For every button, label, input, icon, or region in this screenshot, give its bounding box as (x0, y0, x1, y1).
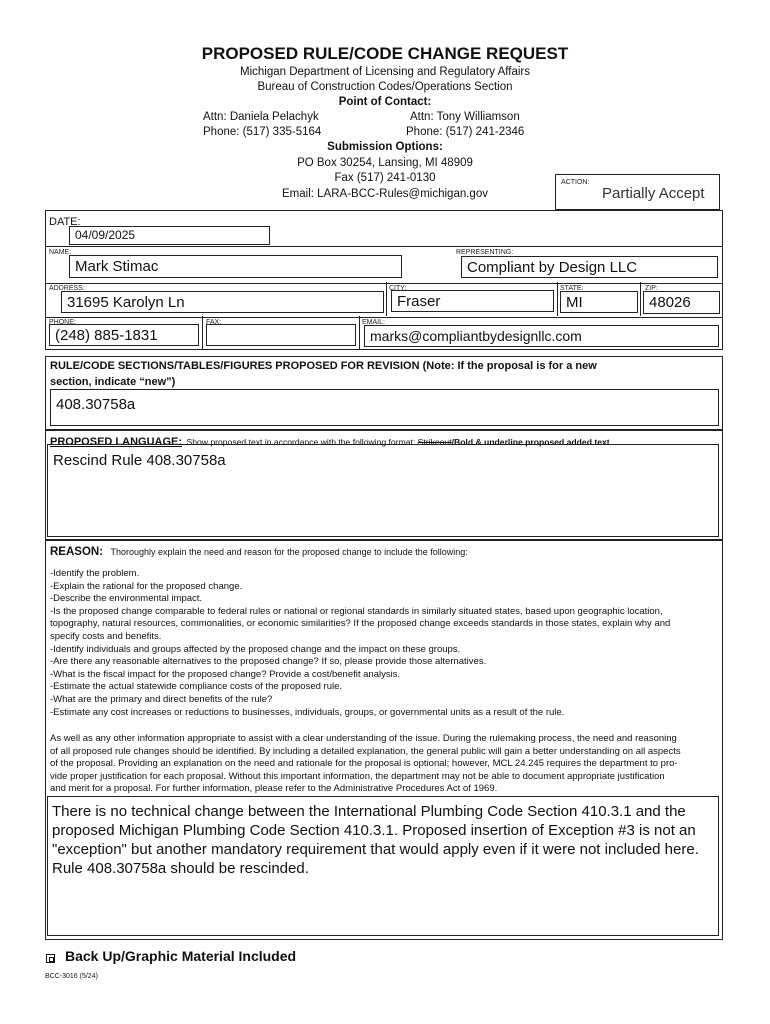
reason-paragraph-line: of the proposal. Providing an explanation on the need and rationale for the proposal is optional; however, MCL 24.245 requires the department to pro- (50, 758, 678, 770)
department-name: Michigan Department of Licensing and Regulatory Affairs (239, 66, 530, 78)
reason-paragraph-line: As well as any other information appropriate to assist with a clear understanding of the issue. During the rulemaking process, the need and reasoning (50, 733, 677, 744)
form-number: BCC-3016 (5/24) (45, 973, 98, 980)
reason-paragraph-line: and merit for a proposal. For further information, please refer to the Administrative Procedures Act of 1969. (50, 783, 498, 795)
bureau-name: Bureau of Construction Codes/Operations Section (257, 81, 513, 93)
backup-checkbox[interactable] (46, 954, 55, 963)
address-field[interactable]: 31695 Karolyn Ln (61, 291, 384, 313)
reason-guidance-item: -Identify individuals and groups affected by the proposed change and the impact on these groups. (50, 643, 461, 655)
city-label: CITY: (389, 285, 407, 292)
submission-email: Email: LARA-BCC-Rules@michigan.gov (282, 188, 488, 200)
name-label: NAME: (49, 249, 72, 256)
address-label: ADDRESS: (49, 285, 85, 292)
reason-guidance-item: -Are there any reasonable alternatives to the proposed change? If so, please provide those alternatives. (50, 656, 487, 668)
date-label: DATE: (49, 216, 81, 228)
proposed-language-format: /Bold & underline proposed added text (451, 437, 610, 447)
reason-answer-line: "exception" but another mandatory requirement that would apply even if it were not included here. (52, 841, 699, 858)
reason-guidance-paragraph (50, 733, 720, 796)
sections-heading-line2: section, indicate “new”) (50, 376, 176, 388)
reason-guidance-item: specify costs and benefits. (50, 630, 162, 642)
phone-label: PHONE: (49, 319, 76, 326)
reason-guidance-item: -Estimate the actual statewide compliance costs of the proposed rule. (50, 681, 343, 693)
po-box: PO Box 30254, Lansing, MI 48909 (297, 157, 473, 169)
representing-label: REPRESENTING: (456, 249, 514, 256)
reason-answer-line: Rule 408.30758a should be rescinded. (52, 860, 309, 877)
reason-guidance-item: -What is the fiscal impact for the proposed change? Provide a cost/benefit analysis. (50, 668, 401, 680)
reason-header (50, 542, 468, 560)
proposed-language-field[interactable]: Rescind Rule 408.30758a (47, 444, 719, 537)
contact-attn-2: Attn: Tony Williamson (410, 111, 520, 123)
reason-intro: Thoroughly explain the need and reason for the proposed change to include the following: (110, 547, 468, 557)
reason-paragraph-line: of all proposed rule changes should be identified. By including a detailed explanation, the general public will gain a better understanding on all aspects (50, 745, 681, 757)
state-field[interactable]: MI (560, 291, 638, 313)
representing-field[interactable]: Compliant by Design LLC (461, 256, 718, 278)
proposed-language-heading: PROPOSED LANGUAGE: (50, 436, 183, 448)
email-field[interactable]: marks@compliantbydesignllc.com (364, 325, 719, 347)
zip-field[interactable]: 48026 (643, 291, 720, 314)
reason-guidance-item: topography, natural resources, commonalities, or economic similarities? If the proposed change exceeds standards in those states, explain why and (50, 618, 671, 630)
reason-guidance-item: -Estimate any cost increases or reductions to businesses, individuals, groups, or governmental units as a result of the rule. (50, 706, 565, 718)
reason-guidance-item: -Explain the rational for the proposed change. (50, 580, 243, 592)
submission-options-label: Submission Options: (327, 141, 443, 153)
proposed-language-instr: Show proposed text in accordance with the following format: (186, 437, 418, 447)
phone-field[interactable]: (248) 885-1831 (49, 324, 199, 346)
form-title: PROPOSED RULE/CODE CHANGE REQUEST (201, 44, 569, 63)
reason-guidance-item: -Describe the environmental impact. (50, 593, 203, 605)
sections-heading-line1: RULE/CODE SECTIONS/TABLES/FIGURES PROPOSED FOR REVISION (Note: If the proposal is for a new (50, 360, 597, 372)
contact-phone-1: Phone: (517) 335-5164 (203, 126, 322, 138)
sections-field[interactable]: 408.30758a (50, 389, 719, 426)
reason-guidance-item: -Identify the problem. (50, 568, 140, 579)
fax-number: Fax (517) 241-0130 (334, 172, 436, 184)
zip-label: ZIP: (645, 285, 658, 292)
city-field[interactable]: Fraser (391, 290, 554, 312)
reason-guidance-item: -What are the primary and direct benefits of the rule? (50, 693, 273, 705)
contact-phone-2: Phone: (517) 241-2346 (406, 126, 525, 138)
point-of-contact-label: Point of Contact: (338, 96, 432, 108)
reason-guidance-list (50, 568, 720, 719)
date-field[interactable]: 04/09/2025 (69, 226, 270, 245)
reason-answer-line: proposed Michigan Plumbing Code Section 410.3.1. Proposed insertion of Exception #3 is not an (52, 822, 696, 839)
reason-answer-field[interactable] (47, 796, 719, 936)
backup-label: Back Up/Graphic Material Included (65, 948, 297, 964)
email-label: EMAIL: (362, 319, 385, 326)
reason-answer-line: There is no technical change between the International Plumbing Code Section 410.3.1 and the (52, 803, 686, 820)
reason-paragraph-line: vide proper justification for each proposal. Without this important information, the department may not be able to document appropriate justification (50, 770, 665, 782)
action-label: ACTION: (561, 179, 590, 186)
action-value: Partially Accept (602, 185, 705, 202)
proposed-language-strikeout: Strikeout (417, 437, 452, 447)
reason-heading: REASON: (50, 546, 104, 558)
action-box (555, 174, 720, 210)
state-label: STATE: (560, 285, 584, 292)
fax-field[interactable] (206, 324, 356, 346)
contact-attn-1: Attn: Daniela Pelachyk (203, 111, 319, 123)
reason-guidance-item: -Is the proposed change comparable to federal rules or national or regional standards in similarly situated states, based upon geographic location, (50, 605, 663, 617)
name-field[interactable]: Mark Stimac (69, 255, 402, 278)
fax-label: FAX: (206, 319, 222, 326)
